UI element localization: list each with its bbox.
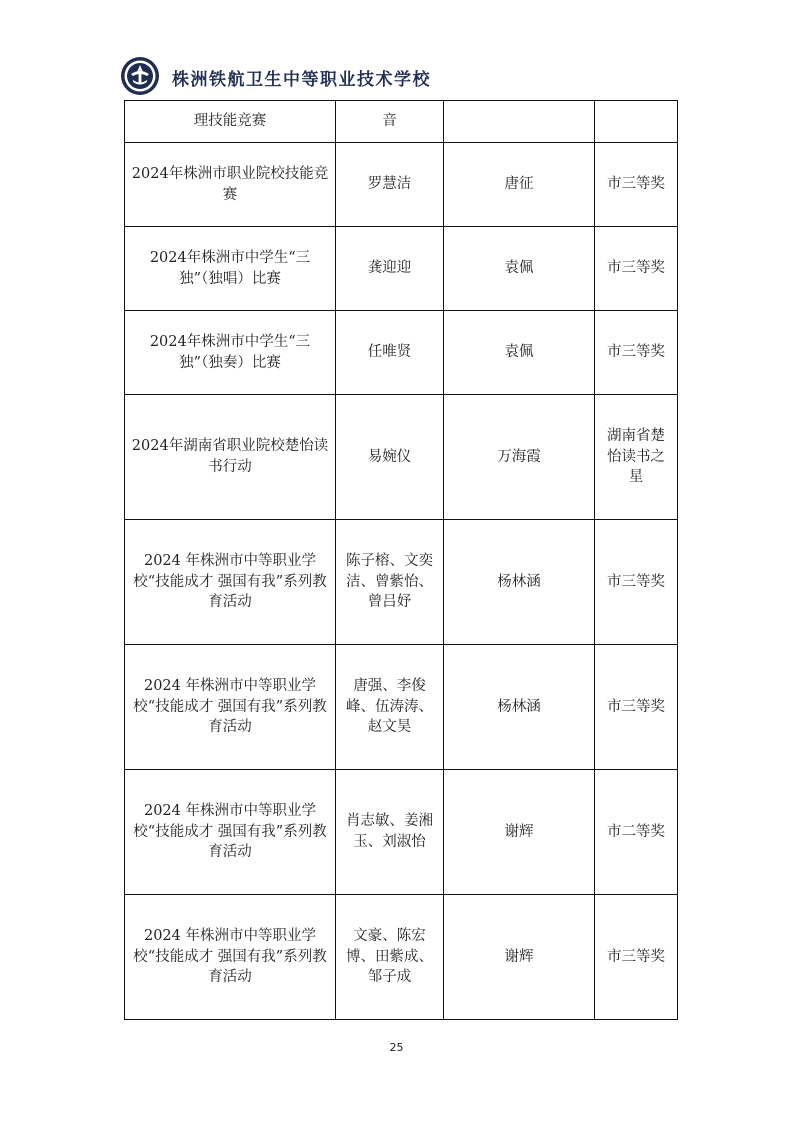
award-cell: 市三等奖 <box>595 227 678 311</box>
table-row <box>125 227 678 311</box>
award-cell: 市三等奖 <box>595 311 678 395</box>
advisor-cell: 袁佩 <box>444 227 595 311</box>
students-cell: 文豪、陈宏博、田紫成、邹子成 <box>336 895 444 1020</box>
competition-cell: 2024 年株洲市中等职业学校“技能成才 强国有我”系列教育活动 <box>125 895 336 1020</box>
awards-table <box>124 100 678 1020</box>
advisor-cell: 袁佩 <box>444 311 595 395</box>
table-row <box>125 895 678 1020</box>
students-cell: 任唯贤 <box>336 311 444 395</box>
table-row <box>125 101 678 143</box>
award-cell: 市三等奖 <box>595 895 678 1020</box>
advisor-cell: 杨林涵 <box>444 645 595 770</box>
award-cell: 市三等奖 <box>595 645 678 770</box>
students-cell: 音 <box>336 101 444 143</box>
award-cell: 市三等奖 <box>595 520 678 645</box>
table-row <box>125 311 678 395</box>
table-row <box>125 143 678 227</box>
students-cell: 唐强、李俊峰、伍涛涛、赵文昊 <box>336 645 444 770</box>
table-row <box>125 520 678 645</box>
award-cell: 湖南省楚怡读书之星 <box>595 395 678 520</box>
advisor-cell: 谢辉 <box>444 770 595 895</box>
page-number: 25 <box>389 1041 404 1054</box>
competition-cell: 2024年株洲市职业院校技能竞赛 <box>125 143 336 227</box>
competition-cell: 2024年株洲市中学生“三独”（独奏）比赛 <box>125 311 336 395</box>
students-cell: 易婉仪 <box>336 395 444 520</box>
award-cell <box>595 101 678 143</box>
table-row <box>125 770 678 895</box>
competition-cell: 2024 年株洲市中等职业学校“技能成才 强国有我”系列教育活动 <box>125 770 336 895</box>
competition-cell: 2024 年株洲市中等职业学校“技能成才 强国有我”系列教育活动 <box>125 645 336 770</box>
students-cell: 陈子榕、文奕洁、曾紫怡、曾吕妤 <box>336 520 444 645</box>
competition-cell: 2024年株洲市中学生“三独”（独唱）比赛 <box>125 227 336 311</box>
competition-cell: 2024 年株洲市中等职业学校“技能成才 强国有我”系列教育活动 <box>125 520 336 645</box>
advisor-cell <box>444 101 595 143</box>
competition-cell: 理技能竞赛 <box>125 101 336 143</box>
advisor-cell: 杨林涵 <box>444 520 595 645</box>
competition-cell: 2024年湖南省职业院校楚怡读书行动 <box>125 395 336 520</box>
students-cell: 肖志敏、姜湘玉、刘淑怡 <box>336 770 444 895</box>
school-name: 株洲铁航卫生中等职业技术学校 <box>172 70 431 90</box>
award-cell: 市二等奖 <box>595 770 678 895</box>
advisor-cell: 唐征 <box>444 143 595 227</box>
advisor-cell: 谢辉 <box>444 895 595 1020</box>
advisor-cell: 万海霞 <box>444 395 595 520</box>
page-header <box>120 56 680 100</box>
award-cell: 市三等奖 <box>595 143 678 227</box>
table-row <box>125 645 678 770</box>
school-emblem-icon <box>120 56 160 96</box>
students-cell: 龚迎迎 <box>336 227 444 311</box>
students-cell: 罗慧洁 <box>336 143 444 227</box>
table-row <box>125 395 678 520</box>
